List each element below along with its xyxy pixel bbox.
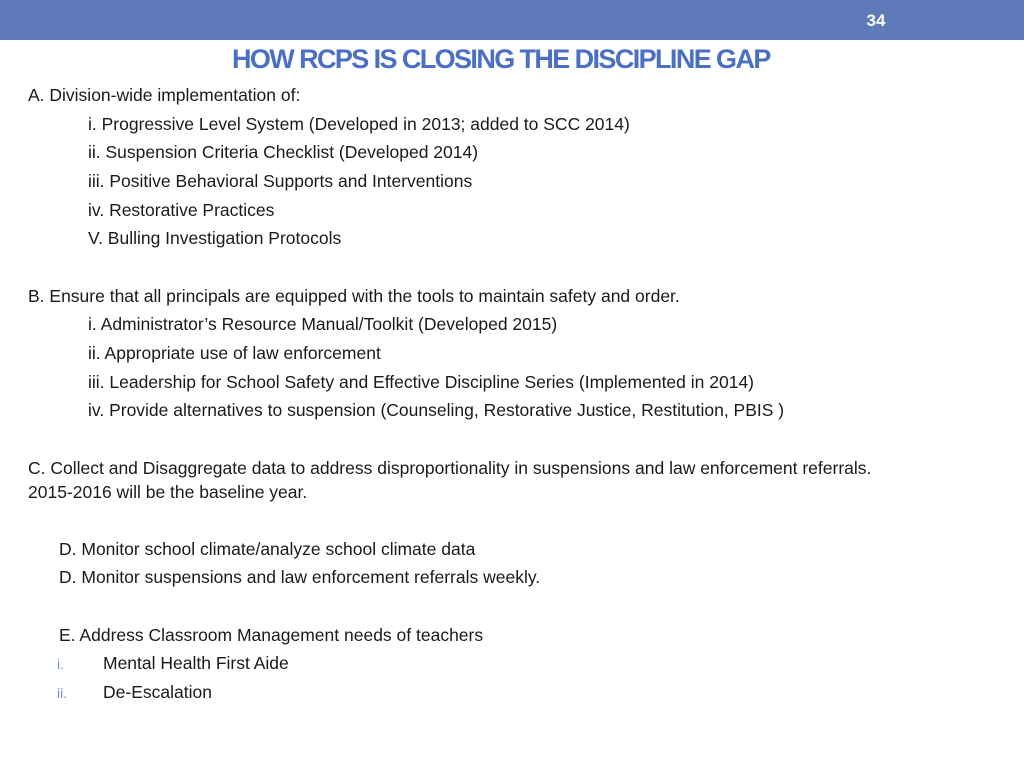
section-b-heading: B. Ensure that all principals are equipped with the tools to maintain safety and order. — [28, 286, 680, 306]
section-b-item: iv. Provide alternatives to suspension (Counseling, Restorative Justice, Restitution, PBIS ) — [88, 400, 785, 420]
section-a-item: iv. Restorative Practices — [88, 200, 275, 220]
section-e-heading: E. Address Classroom Management needs of teachers — [59, 625, 484, 645]
section-a-item: ii. Suspension Criteria Checklist (Developed 2014) — [88, 142, 479, 162]
section-d-item: D. Monitor school climate/analyze school climate data — [59, 539, 476, 559]
section-c-line: 2015-2016 will be the baseline year. — [28, 482, 308, 502]
section-b-item: i. Administrator’s Resource Manual/Toolkit (Developed 2015) — [88, 314, 558, 334]
list-marker: i. — [57, 656, 64, 672]
page-number: 34 — [866, 11, 886, 30]
section-c-line: C. Collect and Disaggregate data to address disproportionality in suspensions and law enforcement referrals. — [28, 458, 872, 478]
section-a-heading: A. Division-wide implementation of: — [28, 85, 301, 105]
list-marker: ii. — [57, 685, 68, 701]
section-e-item: Mental Health First Aide — [103, 653, 289, 673]
section-e-item: De-Escalation — [103, 682, 212, 702]
section-d-item: D. Monitor suspensions and law enforcement referrals weekly. — [59, 567, 541, 587]
section-b-item: iii. Leadership for School Safety and Effective Discipline Series (Implemented in 2014) — [88, 372, 754, 392]
section-a-item: i. Progressive Level System (Developed in 2013; added to SCC 2014) — [88, 114, 630, 134]
section-a-item: iii. Positive Behavioral Supports and Interventions — [88, 171, 473, 191]
slide-title: HOW RCPS IS CLOSING THE DISCIPLINE GAP — [232, 44, 770, 74]
section-a-item: V. Bulling Investigation Protocols — [88, 228, 342, 248]
section-b-item: ii. Appropriate use of law enforcement — [88, 343, 381, 363]
